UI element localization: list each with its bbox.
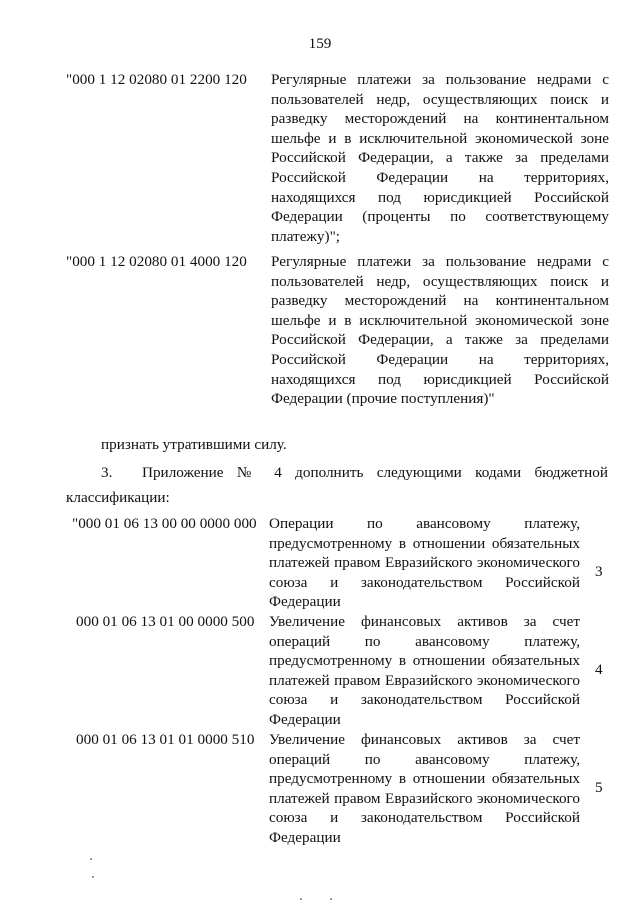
budget-code: 000 01 06 13 01 00 0000 500 xyxy=(76,613,255,630)
code-description: Операции по авансовому платежу, предусмотренному в отношении обязательных платежей правом Евразийского экономического союза и законодательством Российской Федерации xyxy=(269,515,580,611)
scan-speck xyxy=(300,898,302,900)
budget-code: "000 1 12 02080 01 2200 120 xyxy=(66,71,247,88)
item-number: 3. xyxy=(101,464,113,481)
row-number: 4 xyxy=(595,661,603,678)
scan-speck xyxy=(330,898,332,900)
code-description: Регулярные платежи за пользование недрами с пользователей недр, осуществляющих поиск и разведку месторождений на континентальном шельфе и в исключительной экономической зоне Российской Федерации, а также за пределами Российской Федерации на территориях, находящихся под юрисдикцией Российской Федерации (проценты по соответствующему платежу)"; xyxy=(271,71,609,245)
repeal-statement: признать утратившими силу. xyxy=(101,436,287,453)
page-number: 159 xyxy=(308,35,332,52)
code-description: Увеличение финансовых активов за счет операций по авансовому платежу, предусмотренному в отношении обязательных платежей правом Евразийского экономического союза и законодательством Российской Федерации xyxy=(269,731,580,846)
scan-speck xyxy=(90,858,92,860)
budget-code: "000 01 06 13 00 00 0000 000 xyxy=(72,515,257,532)
item-text: Приложение № 4 дополнить следующими кодами бюджетной xyxy=(142,464,608,481)
scan-speck xyxy=(92,876,94,878)
budget-code: "000 1 12 02080 01 4000 120 xyxy=(66,253,247,270)
row-number: 5 xyxy=(595,779,603,796)
code-description: Увеличение финансовых активов за счет операций по авансовому платежу, предусмотренному в отношении обязательных платежей правом Евразийского экономического союза и законодательством Российской Федерации xyxy=(269,613,580,728)
code-description: Регулярные платежи за пользование недрами с пользователей недр, осуществляющих поиск и разведку месторождений на континентальном шельфе и в исключительной экономической зоне Российской Федерации, а также за пределами Российской Федерации на территориях, находящихся под юрисдикцией Российской Федерации (прочие поступления)" xyxy=(271,253,609,408)
item-text-continued: классификации: xyxy=(66,489,170,506)
row-number: 3 xyxy=(595,563,603,580)
budget-code: 000 01 06 13 01 01 0000 510 xyxy=(76,731,255,748)
